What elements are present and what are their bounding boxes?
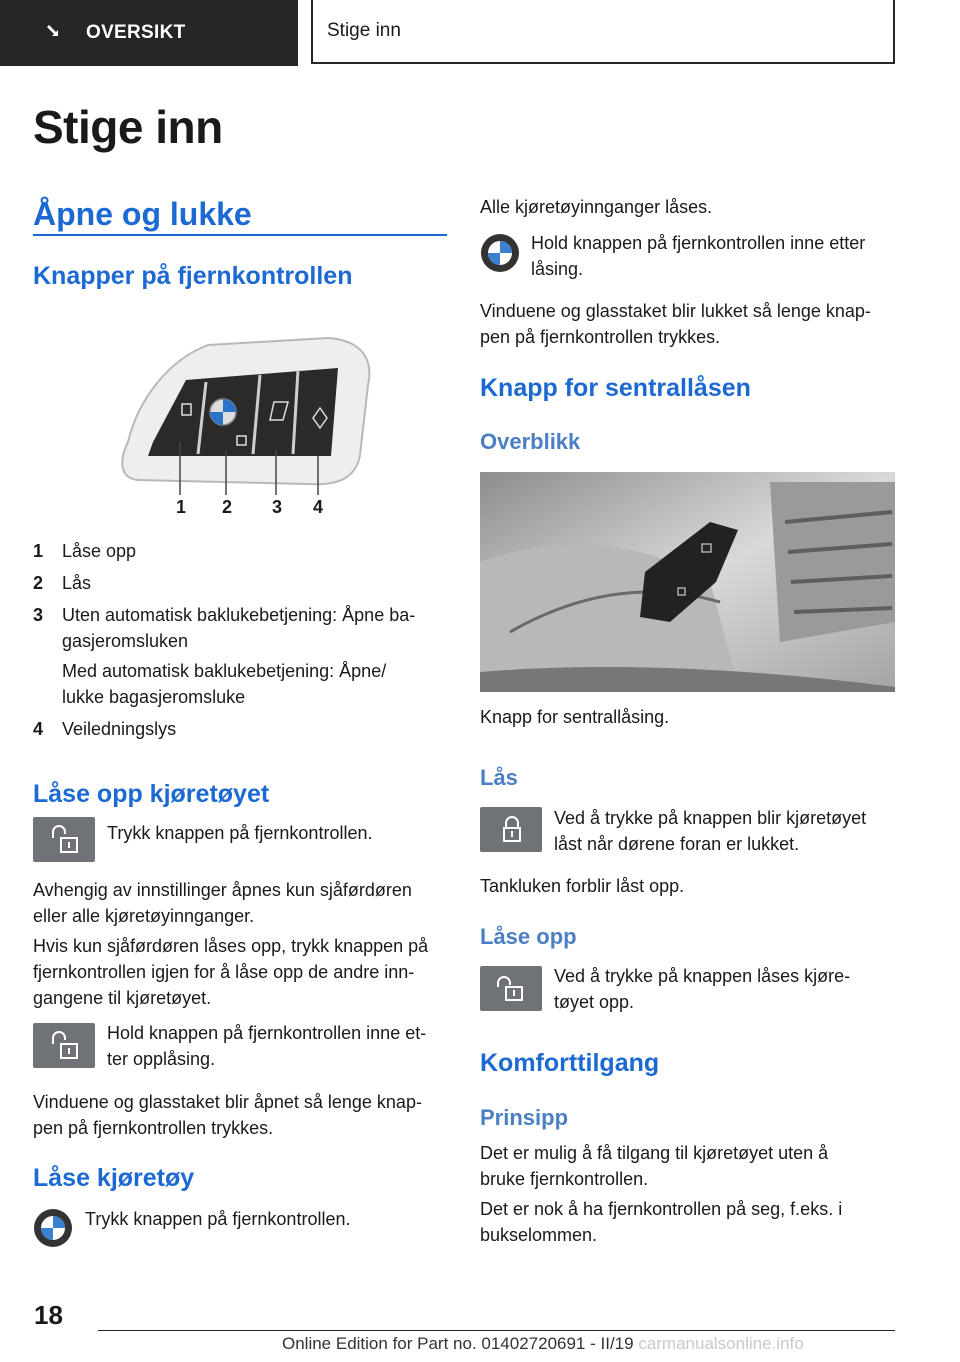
page-number: 18 bbox=[34, 1300, 63, 1330]
legend-subtext: lukke bagasjeromsluke bbox=[62, 687, 246, 707]
legend-text: Låse opp bbox=[62, 541, 137, 561]
legend-text: Lås bbox=[62, 573, 92, 593]
central-lock-heading: Knapp for sentrallåsen bbox=[480, 374, 751, 402]
bmw-logo-icon bbox=[33, 1208, 73, 1248]
callout-2: 2 bbox=[222, 497, 233, 517]
body-text: pen på fjernkontrollen trykkes. bbox=[33, 1118, 274, 1138]
body-text: Alle kjøretøyinnganger låses. bbox=[480, 197, 713, 217]
principle-heading: Prinsipp bbox=[480, 1105, 569, 1130]
lock-hold-text: låsing. bbox=[531, 259, 584, 279]
remote-heading: Knapper på fjernkontrollen bbox=[33, 262, 353, 290]
body-text: bruke fjernkontrollen. bbox=[480, 1169, 649, 1189]
overview-heading: Overblikk bbox=[480, 429, 581, 454]
breadcrumb bbox=[311, 0, 895, 64]
section-rule bbox=[33, 234, 447, 236]
lock-button-text: Ved å trykke på knappen blir kjøretøyet bbox=[554, 808, 867, 828]
footer-rule bbox=[98, 1330, 895, 1331]
unlock-button-icon bbox=[33, 817, 95, 862]
legend-text: gasjeromsluken bbox=[62, 631, 189, 651]
callout-4: 4 bbox=[313, 497, 324, 517]
body-text: fjernkontrollen igjen for å låse opp de andre inn- bbox=[33, 962, 415, 982]
lock-step: Trykk knappen på fjernkontrollen. bbox=[85, 1209, 351, 1229]
lock-button-text: låst når dørene foran er lukket. bbox=[554, 834, 800, 854]
body-text: Avhengig av innstillinger åpnes kun sjåførdøren bbox=[33, 880, 412, 900]
body-text: gangene til kjøretøyet. bbox=[33, 988, 212, 1008]
unlock-heading: Låse opp kjøretøyet bbox=[33, 780, 270, 808]
car-key-icon bbox=[44, 21, 68, 45]
bmw-logo-icon bbox=[480, 233, 520, 273]
lock-hold-text: Hold knappen på fjernkontrollen inne etter bbox=[531, 233, 866, 253]
unlock-button-icon bbox=[480, 966, 542, 1011]
unlock-subheading: Låse opp bbox=[480, 924, 577, 949]
page-title: Stige inn bbox=[33, 101, 223, 153]
footer-edition bbox=[282, 1334, 804, 1354]
legend-num: 3 bbox=[33, 605, 44, 625]
overview-tab[interactable] bbox=[0, 0, 298, 66]
body-text: Det er nok å ha fjernkontrollen på seg, f.eks. i bbox=[480, 1199, 843, 1219]
unlock-hold-text: Hold knappen på fjernkontrollen inne et- bbox=[107, 1023, 427, 1043]
legend-num: 2 bbox=[33, 573, 44, 593]
body-text: Det er mulig å få tilgang til kjøretøyet uten å bbox=[480, 1143, 829, 1163]
legend-text: Uten automatisk baklukebetjening: Åpne ba- bbox=[62, 605, 416, 625]
lock-heading: Låse kjøretøy bbox=[33, 1164, 195, 1192]
unlock-step: Trykk knappen på fjernkontrollen. bbox=[107, 823, 373, 843]
legend-num: 1 bbox=[33, 541, 44, 561]
legend-subtext: Med automatisk baklukebetjening: Åpne/ bbox=[62, 661, 387, 681]
edition-text: Online Edition for Part no. 01402720691 - II/19 bbox=[282, 1334, 634, 1353]
body-text: Hvis kun sjåførdøren låses opp, trykk knappen på bbox=[33, 936, 429, 956]
watermark: carmanualsonline.info bbox=[638, 1334, 804, 1353]
body-text: eller alle kjøretøyinnganger. bbox=[33, 906, 255, 926]
figure-caption: Knapp for sentrallåsing. bbox=[480, 707, 670, 727]
legend-num: 4 bbox=[33, 719, 44, 739]
unlock-button-text: Ved å trykke på knappen låses kjøre- bbox=[554, 966, 851, 986]
page-header bbox=[0, 0, 960, 66]
unlock-hold-icon bbox=[33, 1023, 95, 1068]
unlock-hold-text: ter opplåsing. bbox=[107, 1049, 216, 1069]
door-panel-photo bbox=[480, 472, 895, 692]
overview-tab-label: OVERSIKT bbox=[86, 22, 186, 43]
body-text: pen på fjernkontrollen trykkes. bbox=[480, 327, 721, 347]
lock-subheading: Lås bbox=[480, 765, 518, 790]
unlock-button-text: tøyet opp. bbox=[554, 992, 635, 1012]
body-text: Tankluken forblir låst opp. bbox=[480, 876, 685, 896]
legend-text: Veiledningslys bbox=[62, 719, 177, 739]
body-text: Vinduene og glasstaket blir åpnet så lenge knap- bbox=[33, 1092, 422, 1112]
callout-3: 3 bbox=[272, 497, 283, 517]
body-text: Vinduene og glasstaket blir lukket så lenge knap- bbox=[480, 301, 871, 321]
body-text: bukselommen. bbox=[480, 1225, 598, 1245]
lock-button-icon bbox=[480, 807, 542, 852]
comfort-access-heading: Komforttilgang bbox=[480, 1049, 660, 1077]
section-title: Åpne og lukke bbox=[33, 196, 252, 232]
callout-1: 1 bbox=[176, 497, 187, 517]
remote-key-figure bbox=[98, 330, 388, 520]
breadcrumb-label: Stige inn bbox=[327, 20, 401, 41]
